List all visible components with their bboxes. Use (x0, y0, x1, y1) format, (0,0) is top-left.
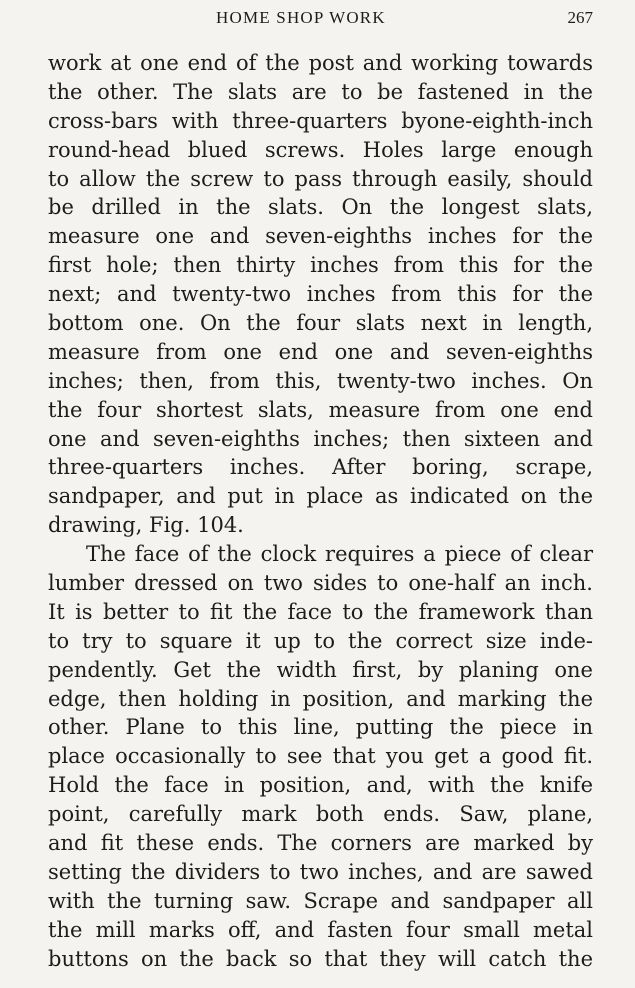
text-line: edge, then holding in position, and marking the (48, 686, 593, 711)
text-line: next; and twenty-two inches from this for the (48, 282, 593, 307)
text-line: bottom one. On the four slats next in length, (48, 311, 593, 336)
paragraph-1 (48, 49, 593, 540)
text-line: and fit these ends. The corners are marked by (48, 831, 593, 856)
text-line: to allow the screw to pass through easily, should (48, 166, 593, 191)
running-head-title: HOME SHOP WORK (216, 8, 386, 27)
text-line: measure one and seven-eighths inches for the (48, 224, 593, 249)
text-line: the mill marks off, and fasten four small metal (48, 917, 593, 942)
paragraph-2 (48, 540, 593, 973)
text-line: to try to square it up to the correct size inde- (48, 628, 593, 653)
text-line: measure from one end one and seven-eighths (48, 339, 593, 364)
text-line: The face of the clock requires a piece of clear (86, 542, 593, 567)
text-line: other. Plane to this line, putting the piece in (48, 715, 593, 740)
text-line: first hole; then thirty inches from this for the (48, 253, 593, 278)
text-line: drawing, Fig. 104. (48, 513, 244, 538)
text-line: inches; then, from this, twenty-two inches. On (48, 368, 593, 393)
running-head (48, 8, 593, 32)
text-line: one and seven-eighths inches; then sixteen and (48, 426, 593, 451)
text-line: cross-bars with three-quarters byone-eighth-inch (48, 108, 593, 133)
text-line: setting the dividers to two inches, and are sawed (48, 859, 593, 884)
text-line: sandpaper, and put in place as indicated on the (48, 484, 593, 509)
text-line: three-quarters inches. After boring, scrape, (48, 455, 593, 480)
text-line: be drilled in the slats. On the longest slats, (48, 195, 593, 220)
text-line: pendently. Get the width first, by planing one (48, 657, 593, 682)
text-line: the four shortest slats, measure from one end (48, 397, 593, 422)
text-line: the other. The slats are to be fastened in the (48, 79, 593, 104)
text-line: It is better to fit the face to the framework than (48, 599, 593, 624)
text-line: point, carefully mark both ends. Saw, plane, (48, 802, 593, 827)
text-line: lumber dressed on two sides to one-half an inch. (48, 571, 593, 596)
text-line: place occasionally to see that you get a good fit. (48, 744, 593, 769)
text-line: work at one end of the post and working towards (48, 51, 593, 75)
body-text (48, 49, 593, 974)
text-line: round-head blued screws. Holes large enough (48, 137, 593, 162)
page-number: 267 (567, 8, 593, 27)
text-line: Hold the face in position, and, with the knife (48, 773, 593, 798)
text-line: with the turning saw. Scrape and sandpaper all (48, 888, 593, 913)
text-line: buttons on the back so that they will catch the (48, 946, 593, 971)
